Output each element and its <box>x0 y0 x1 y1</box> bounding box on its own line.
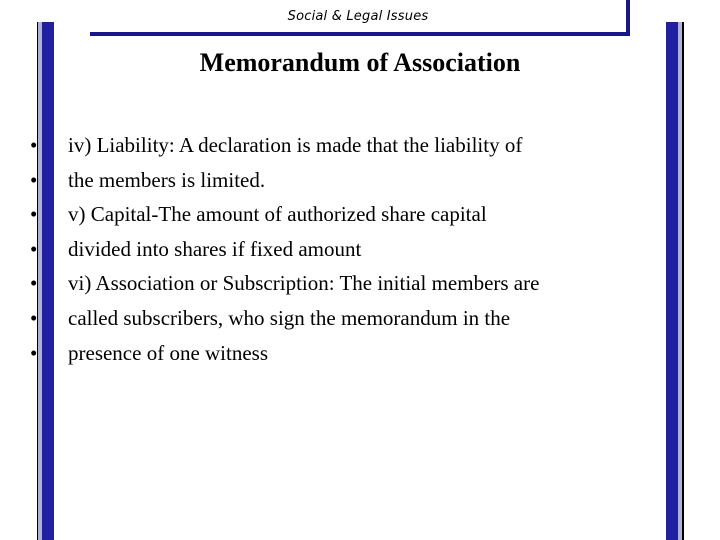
bullet-item <box>30 266 680 301</box>
header-box <box>90 0 626 32</box>
bullet-dot-icon: • <box>30 167 38 192</box>
header-band <box>90 0 630 36</box>
bullet-dot-icon: • <box>30 202 38 227</box>
bullet-text: presence of one witness <box>68 340 269 365</box>
bullet-text: vi) Association or Subscription: The initial members are <box>68 271 540 296</box>
bullet-dot-icon: • <box>30 305 38 330</box>
bullet-dot-icon: • <box>30 271 38 296</box>
bullet-item <box>30 163 680 198</box>
bullet-text: divided into shares if fixed amount <box>68 236 362 261</box>
bullet-dot-icon: • <box>30 133 38 157</box>
bullet-text: the members is limited. <box>68 167 266 192</box>
bullet-item <box>30 197 680 232</box>
slide-title: Memorandum of Association <box>199 48 521 77</box>
bullet-text: called subscribers, who sign the memorandum in the <box>68 305 511 330</box>
bullet-text: iv) Liability: A declaration is made that the liability of <box>68 133 523 157</box>
bullet-item <box>30 336 680 371</box>
bullet-dot-icon: • <box>30 236 38 261</box>
bullet-dot-icon: • <box>30 340 38 365</box>
right-border-edge <box>682 22 684 540</box>
bullet-list <box>30 128 680 370</box>
bullet-item <box>30 232 680 267</box>
bullet-item <box>30 128 680 163</box>
bullet-item <box>30 301 680 336</box>
header-text: Social & Legal Issues <box>287 8 429 24</box>
bullet-text: v) Capital-The amount of authorized share capital <box>68 202 487 227</box>
